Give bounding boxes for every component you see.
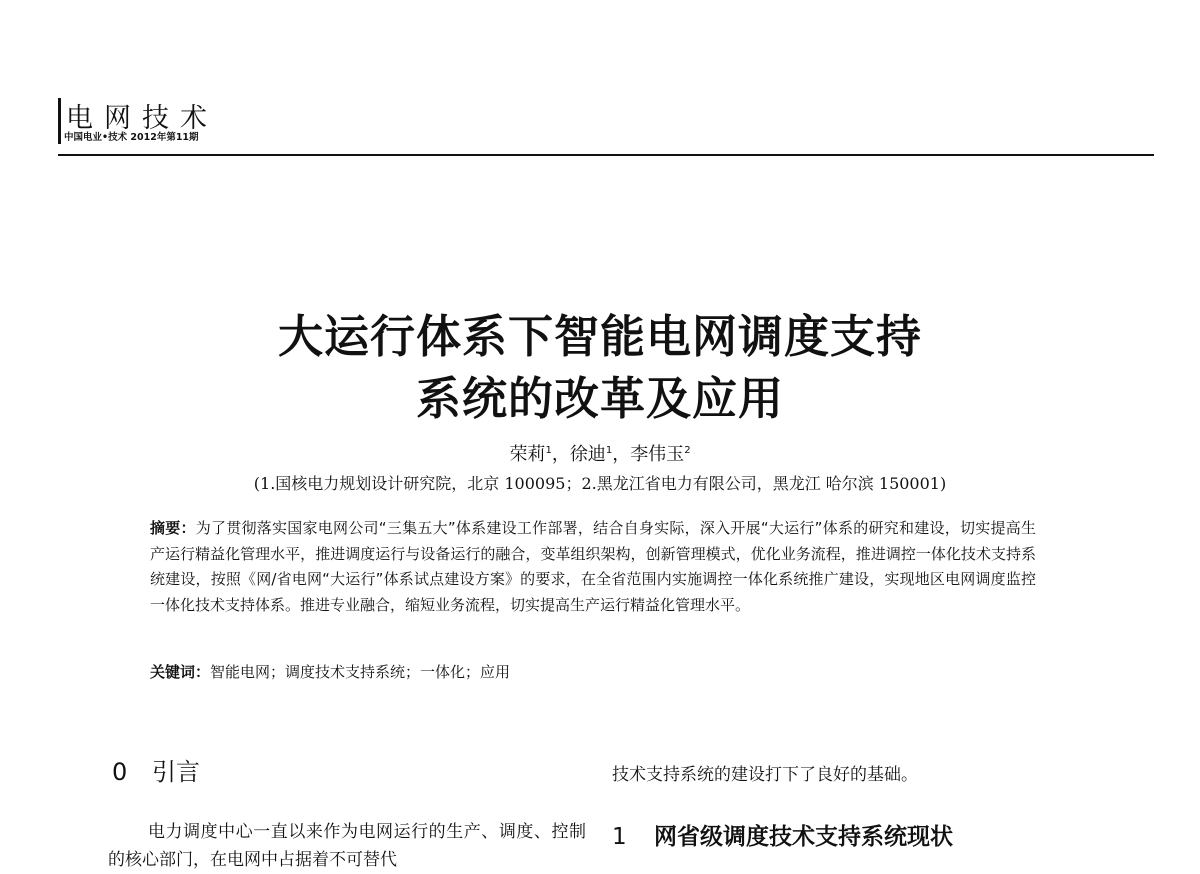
keywords xyxy=(150,660,1036,684)
header-bar xyxy=(58,98,61,144)
section-title: 引言 xyxy=(152,758,200,786)
section-number: 1 xyxy=(612,824,627,850)
abstract xyxy=(150,516,1036,618)
keywords-label: 关键词： xyxy=(150,663,211,681)
author-separator: ， xyxy=(551,444,570,465)
author-name: 徐迪 xyxy=(569,444,606,465)
section-heading-status xyxy=(612,818,953,851)
section-heading-introduction xyxy=(112,752,200,787)
author-affil-mark: 1 xyxy=(545,445,552,456)
paper-title-line1: 大运行体系下智能电网调度支持 xyxy=(277,310,922,363)
carryover-text: 技术支持系统的建设打下了良好的基础。 xyxy=(612,765,918,785)
keywords-text: 智能电网；调度技术支持系统；一体化；应用 xyxy=(210,663,511,681)
journal-issue: 中国电业•技术 2012年第11期 xyxy=(64,132,199,143)
paper-title-line2: 系统的改革及应用 xyxy=(415,372,784,425)
affiliations: (1.国核电力规划设计研究院，北京 100095；2.黑龙江省电力有限公司，黑龙江 哈尔滨 150001) xyxy=(253,474,947,493)
author-name: 李伟玉 xyxy=(630,444,685,465)
journal-name: 电网技术 xyxy=(66,103,218,134)
intro-paragraph: 电力调度中心一直以来作为电网运行的生产、调度、控制的核心部门，在电网中占据着不可替代 xyxy=(108,822,586,870)
section-title: 网省级调度技术支持系统现状 xyxy=(654,824,953,850)
author-separator: ， xyxy=(612,444,631,465)
author-affil-mark: 2 xyxy=(684,445,691,456)
author-affil-mark: 1 xyxy=(605,445,613,456)
author-list xyxy=(0,440,1200,466)
abstract-label: 摘要： xyxy=(150,519,196,537)
section-number: 0 xyxy=(112,758,128,786)
author-name: 荣莉 xyxy=(509,444,546,465)
abstract-text: 为了贯彻落实国家电网公司“三集五大”体系建设工作部署，结合自身实际，深入开展“大运行”体系的研究和建设，切实提高生产运行精益化管理水平，推进调度运行与设备运行的融合，变革组织架构，创新管理模式，优化业务流程，推进调控一体化技术支持系统建设，按照《网/省电网“大运行”体系试点建设方案》的要求，在全省范围内实施调控一体化系统推广建设，实现地区电网调度监控一体化技术支持体系。推进专业融合，缩短业务流程，切实提高生产运行精益化管理水平。 xyxy=(150,519,1036,614)
header-rule xyxy=(58,154,1154,156)
